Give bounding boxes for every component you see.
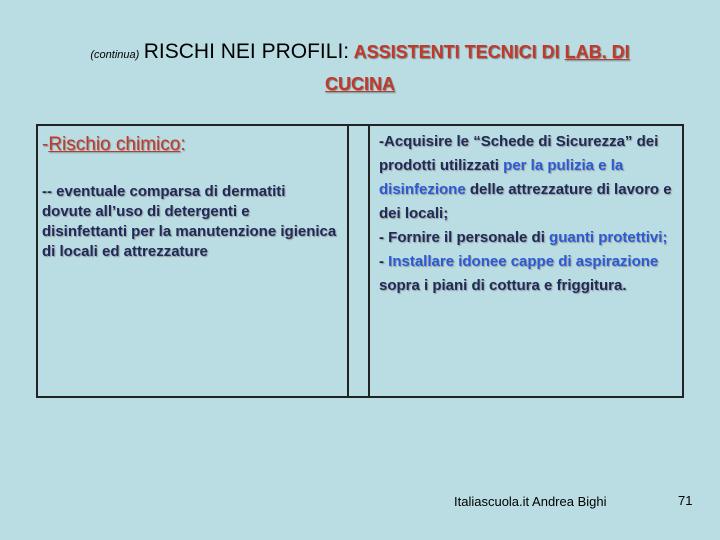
column-divider-left	[347, 124, 349, 398]
risk-heading-colon: :	[180, 134, 186, 155]
risk-heading-text: Rischio chimico	[48, 134, 181, 155]
column-divider-right	[368, 124, 370, 398]
slide-title-line2	[0, 74, 720, 95]
measure-3-part-b: Installare idonee cappe di aspirazione	[388, 253, 659, 270]
risk-heading	[42, 134, 338, 156]
risk-description: -- eventuale comparsa di dermatiti dovute all’uso di detergenti e disinfettanti per la manutenzione igienica di locali ed attrezzature	[42, 183, 337, 260]
measure-1-part-a: -Acquisire le “Schede di Sicurezza” dei prodotti utilizzati	[379, 133, 659, 174]
right-column	[379, 130, 679, 298]
measure-2-part-a: - Fornire il personale di	[379, 229, 550, 246]
page-number: 71	[678, 493, 693, 508]
title-cucina: CUCINA	[325, 74, 395, 94]
slide-title	[0, 40, 720, 64]
continua-label: (continua)	[90, 49, 140, 61]
title-accent-text: ASSISTENTI TECNICI DI	[353, 42, 560, 62]
measure-1-part-b: per la pulizia e la disinfezione	[379, 157, 624, 198]
risk-heading-dash: -	[42, 134, 49, 155]
footer-credit: Italiascuola.it Andrea Bighi	[454, 494, 607, 509]
measure-item-2	[379, 226, 679, 250]
measure-item-3	[379, 250, 679, 298]
measure-item-1	[379, 130, 679, 226]
left-column	[42, 134, 338, 262]
measure-1-part-c: delle attrezzature di lavoro e dei locali;	[379, 181, 672, 222]
measure-2-part-b: guanti protettivi;	[549, 229, 668, 246]
title-accent	[354, 42, 630, 62]
title-main: RISCHI NEI PROFILI:	[143, 40, 350, 63]
measure-3-part-a: -	[379, 253, 389, 270]
measure-3-part-c: sopra i piani di cottura e friggitura.	[379, 277, 627, 294]
title-accent-underlined: LAB. DI	[564, 42, 630, 62]
